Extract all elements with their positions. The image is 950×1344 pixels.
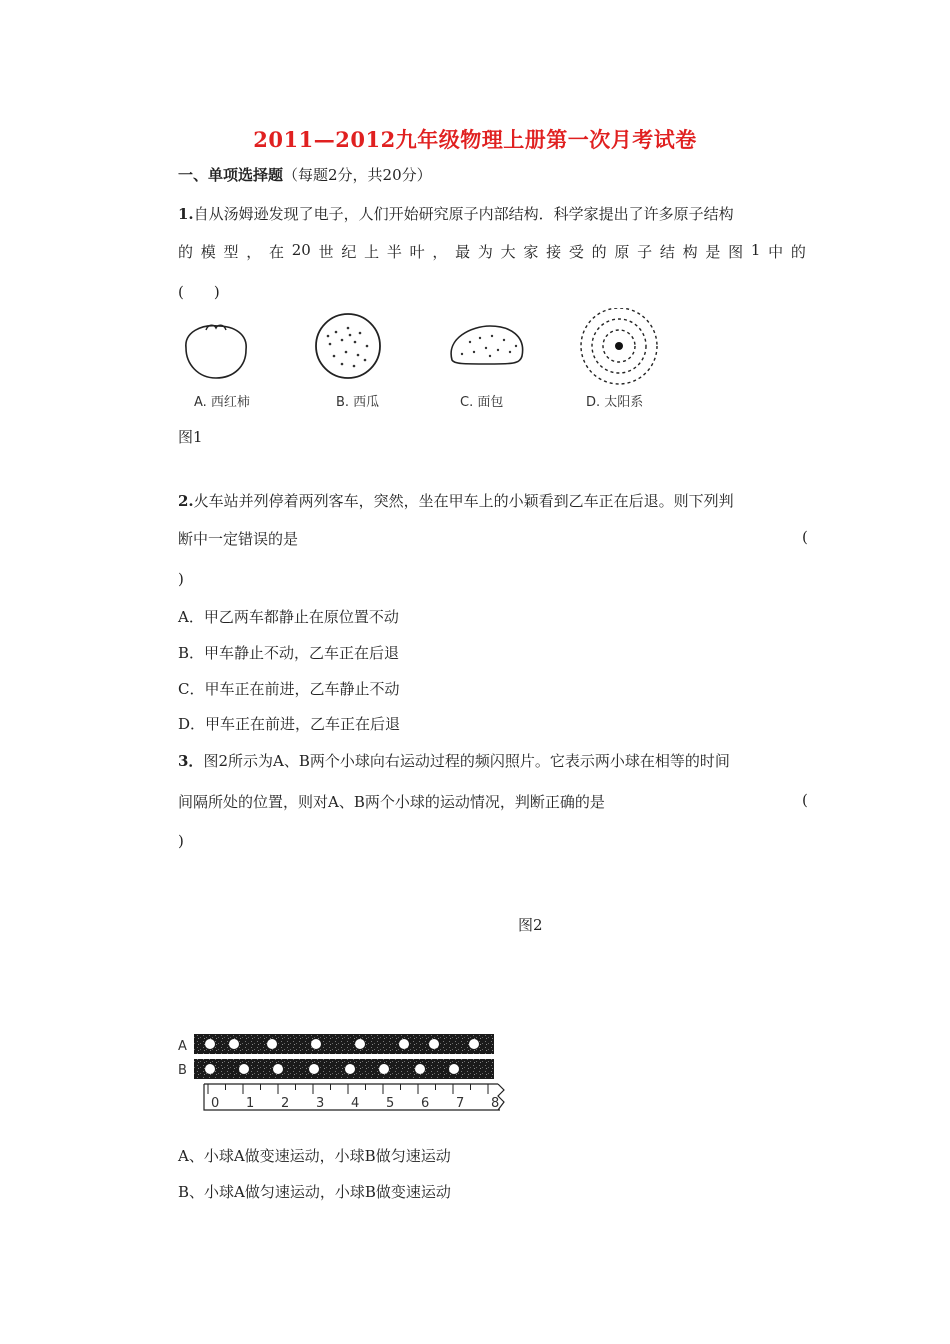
figure-2-label: 图2: [518, 916, 543, 934]
ruler-tick-label: 8: [491, 1096, 500, 1111]
watermelon-model-icon: [316, 314, 380, 378]
ruler-tick-label: 7: [456, 1096, 465, 1111]
q3-text-line1: 图2所示为A、B两个小球向右运动过程的频闪照片。它表示两小球在相等的时间: [203, 752, 730, 770]
q1-answer-paren: ( ): [178, 283, 220, 301]
figure-caption: C. 面包: [460, 395, 504, 410]
q2-paren-close: ): [178, 570, 184, 588]
ruler-tick-label: 2: [281, 1096, 290, 1111]
q1-word: ，: [432, 243, 448, 261]
q1-word: 为: [477, 243, 493, 261]
q3-text-line2: 间隔所处的位置，则对A、B两个小球的运动情况，判断正确的是: [178, 793, 605, 811]
q2-paren-open: (: [802, 528, 808, 546]
q1-number: 1.: [178, 205, 194, 223]
q1-text-line1: 自从汤姆逊发现了电子，人们开始研究原子内部结构．科学家提出了许多原子结构: [193, 205, 734, 223]
q2-option-c: C．甲车正在前进，乙车静止不动: [178, 680, 400, 698]
q1-word: 大: [500, 243, 516, 261]
q1-word: 纪: [341, 243, 357, 261]
q2-option-a: A．甲乙两车都静止在原位置不动: [178, 608, 399, 626]
q1-word: 构: [682, 243, 698, 261]
ruler-tick-label: 0: [211, 1096, 220, 1111]
figure-2-strobe-photo: [172, 1028, 512, 1118]
exam-title: 2011—2012九年级物理上册第一次月考试卷: [253, 127, 697, 152]
ruler: [204, 1084, 504, 1111]
q1-word: 结: [659, 243, 675, 261]
q1-word: 半: [386, 243, 402, 261]
q1-word: 原: [614, 243, 630, 261]
q2-option-d: D．甲车正在前进，乙车正在后退: [178, 715, 401, 733]
q1-text-line2: [178, 241, 806, 262]
q1-word: 的: [591, 243, 607, 261]
q1-word: 的: [178, 243, 194, 261]
q3-paren-close: ): [178, 832, 184, 850]
q2-text-line1: 火车站并列停着两列客车，突然，坐在甲车上的小颖看到乙车正在后退。则下列判: [193, 492, 734, 510]
q1-word: 中: [768, 243, 784, 261]
q1-word: 是: [705, 243, 721, 261]
q2-number: 2.: [178, 492, 194, 510]
strip-label-a: A: [178, 1039, 187, 1054]
ruler-tick-label: 3: [316, 1096, 325, 1111]
q1-word: 1: [750, 241, 761, 259]
q1-word: ，: [246, 243, 262, 261]
q1-word: 的: [790, 243, 806, 261]
q1-word: 接: [546, 243, 562, 261]
section-heading: 一、单项选择题: [178, 166, 284, 184]
q1-word: 图: [728, 243, 744, 261]
figure-1-atom-models: [172, 308, 672, 418]
q1-word: 子: [637, 243, 653, 261]
q1-word: 家: [523, 243, 539, 261]
figure-1-label: 图1: [178, 428, 203, 446]
q1-line1: [178, 203, 734, 224]
ruler-tick-label: 1: [246, 1096, 255, 1111]
tomato-model-icon: [186, 325, 246, 378]
bread-model-icon: [451, 326, 522, 364]
solar-system-model-icon: [581, 308, 657, 384]
strip-label-b: B: [178, 1063, 187, 1078]
ruler-tick-label: 6: [421, 1096, 430, 1111]
figure-caption: D. 太阳系: [586, 395, 644, 410]
section-note: （每题2分，共20分）: [283, 166, 432, 184]
q2-line1: [178, 490, 734, 511]
ruler-tick-label: 5: [386, 1096, 395, 1111]
figure-caption: A. 西红柿: [194, 395, 250, 410]
q3-line1: [178, 750, 730, 771]
q1-word: 在: [269, 243, 285, 261]
q2-text-line2: 断中一定错误的是: [178, 530, 299, 548]
q3-option-a: A、小球A做变速运动，小球B做匀速运动: [178, 1147, 451, 1165]
figure-caption: B. 西瓜: [336, 395, 380, 410]
q3-number: 3．: [178, 752, 204, 770]
q1-word: 叶: [409, 243, 425, 261]
q2-option-b: B．甲车静止不动，乙车正在后退: [178, 644, 400, 662]
q1-word: 型: [223, 243, 239, 261]
section-heading-line: [178, 164, 432, 185]
q1-word: 模: [200, 243, 216, 261]
q1-word: 受: [568, 243, 584, 261]
ruler-tick-label: 4: [351, 1096, 360, 1111]
q3-paren-open: (: [802, 791, 808, 809]
q1-word: 最: [455, 243, 471, 261]
q1-word: 上: [364, 243, 380, 261]
q1-word: 世: [318, 243, 334, 261]
q1-word: 20: [291, 241, 311, 259]
q3-option-b: B、小球A做匀速运动，小球B做变速运动: [178, 1183, 451, 1201]
